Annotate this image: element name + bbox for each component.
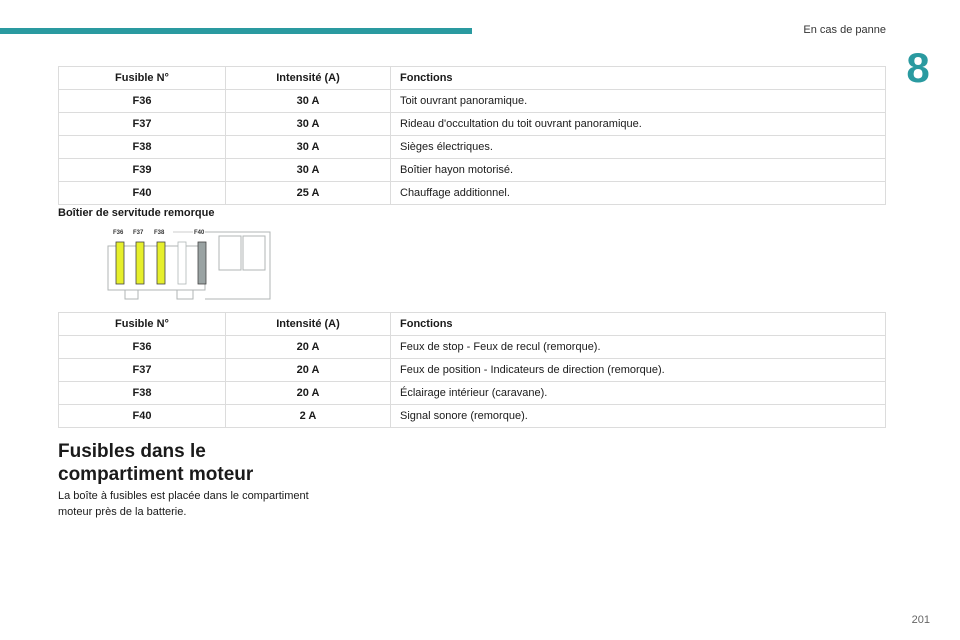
fuse-f40-grey: [198, 242, 206, 284]
fuse-amperage: 30 A: [226, 136, 391, 159]
column-header-functions: Fonctions: [391, 313, 886, 336]
table-row: [59, 159, 886, 182]
fuse-number: F40: [59, 405, 226, 428]
fuse-amperage: 25 A: [226, 182, 391, 205]
section-title: [58, 440, 358, 486]
fuse-slots: [116, 242, 206, 284]
fuse-label-f36: F36: [113, 230, 124, 236]
fuse-label-f37: F37: [133, 230, 144, 236]
header-accent-bar: [0, 28, 472, 34]
table-row: [59, 382, 886, 405]
column-header-amperage: Intensité (A): [226, 313, 391, 336]
column-header-amperage: Intensité (A): [226, 67, 391, 90]
fuse-amperage: 20 A: [226, 359, 391, 382]
table-row: [59, 359, 886, 382]
fuse-label-f38: F38: [154, 230, 165, 236]
fuse-function: Sièges électriques.: [391, 136, 886, 159]
fuse-amperage: 30 A: [226, 159, 391, 182]
fuse-function: Chauffage additionnel.: [391, 182, 886, 205]
table-row: [59, 405, 886, 428]
fuse-number: F37: [59, 359, 226, 382]
fuse-f37-yellow: [136, 242, 144, 284]
column-header-fuse: Fusible N°: [59, 313, 226, 336]
section-body-line1: La boîte à fusibles est placée dans le compartiment: [58, 490, 309, 502]
table-row: [59, 182, 886, 205]
section-body: [58, 488, 348, 520]
fuse-amperage: 20 A: [226, 336, 391, 359]
fuse-number: F36: [59, 336, 226, 359]
table-row: [59, 136, 886, 159]
section-title-line2: compartiment moteur: [58, 464, 254, 485]
diagram-title: Boîtier de servitude remorque: [58, 207, 215, 219]
trailer-fuse-box-diagram: [105, 224, 275, 304]
fuse-number: F36: [59, 90, 226, 113]
table-row: [59, 113, 886, 136]
fuse-function: Boîtier hayon motorisé.: [391, 159, 886, 182]
fuse-number: F37: [59, 113, 226, 136]
column-header-functions: Fonctions: [391, 67, 886, 90]
fuse-labels: [113, 230, 205, 236]
fuse-amperage: 30 A: [226, 113, 391, 136]
table-header-row: [59, 67, 886, 90]
fuse-box-outline: [108, 232, 270, 299]
table-row: [59, 90, 886, 113]
section-body-line2: moteur près de la batterie.: [58, 506, 187, 518]
column-header-fuse: Fusible N°: [59, 67, 226, 90]
fuse-function: Toit ouvrant panoramique.: [391, 90, 886, 113]
fuse-function: Signal sonore (remorque).: [391, 405, 886, 428]
fuse-function: Éclairage intérieur (caravane).: [391, 382, 886, 405]
fuse-number: F40: [59, 182, 226, 205]
page-number: 201: [911, 614, 930, 626]
fuse-amperage: 2 A: [226, 405, 391, 428]
fuse-number: F39: [59, 159, 226, 182]
fuse-f38-yellow: [157, 242, 165, 284]
section-title-line1: Fusibles dans le: [58, 441, 206, 462]
chapter-number: 8: [906, 44, 930, 91]
fuse-table-trailer: [58, 312, 886, 428]
fuse-table-roof: [58, 66, 886, 205]
fuse-number: F38: [59, 382, 226, 405]
table-row: [59, 336, 886, 359]
header-title: En cas de panne: [803, 24, 886, 36]
table-header-row: [59, 313, 886, 336]
fuse-amperage: 30 A: [226, 90, 391, 113]
fuse-function: Feux de stop - Feux de recul (remorque).: [391, 336, 886, 359]
fuse-function: Feux de position - Indicateurs de direction (remorque).: [391, 359, 886, 382]
fuse-amperage: 20 A: [226, 382, 391, 405]
fuse-number: F38: [59, 136, 226, 159]
fuse-function: Rideau d'occultation du toit ouvrant panoramique.: [391, 113, 886, 136]
fuse-f36-yellow: [116, 242, 124, 284]
fuse-label-f40: F40: [194, 230, 205, 236]
fuse-slot-empty: [178, 242, 186, 284]
